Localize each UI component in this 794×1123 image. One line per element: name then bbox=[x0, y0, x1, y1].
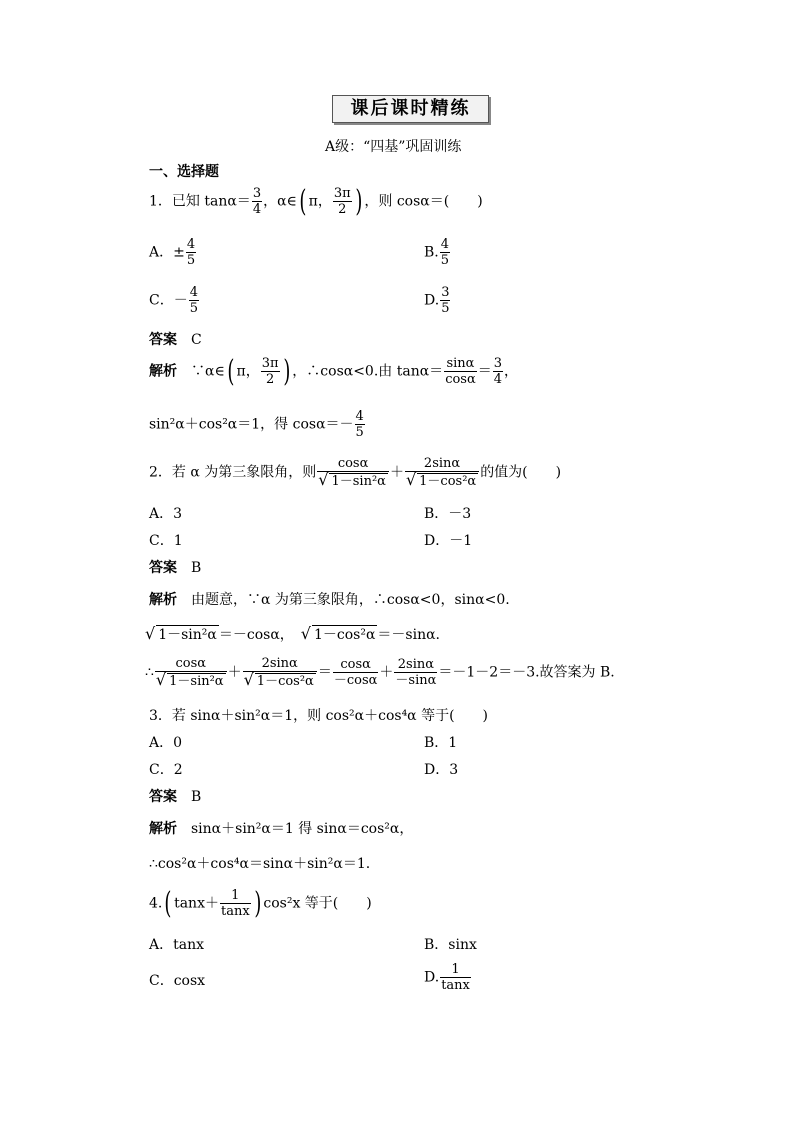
q1-answer: 答案 C bbox=[149, 332, 202, 348]
q1-analysis-line1: 解析 ∵α∈( π， $\frac{3\pi}{2}$ ) ，∴cosα<0.由 tanα＝ $\frac{\sin\alpha}{\cos\alpha}$ ＝ $\frac{3}{4}$ ， bbox=[149, 353, 519, 389]
q2-option-a: A．3 bbox=[149, 506, 183, 522]
q4-option-d: D. $\frac{1}{\tan x}$ bbox=[424, 962, 470, 993]
q2-analysis-line3: ∴ $\frac{\cos\alpha}{\text{√ 1－sin²α}}$ ＋ $\frac{2\sin\alpha}{\text{√ 1－cos²α}}$ ＝ $\frac{\cos\alpha}{-\cos\alpha}$ ＋ $\frac{2\sin\alpha}{-\sin\alpha}$ ＝－1－2＝－3.故答案为 B. bbox=[145, 656, 615, 689]
q4-option-c: C．cosx bbox=[149, 973, 206, 989]
q2-analysis-line2: √ 1－sin²α ＝－cosα， √ 1－cos²α ＝－sinα. bbox=[145, 624, 441, 643]
section-heading: 一、选择题 bbox=[149, 164, 219, 180]
q3-analysis-line1: 解析 sinα＋sin²α＝1 得 sinα＝cos²α， bbox=[149, 821, 414, 837]
level-subtitle: A级：“四基”巩固训练 bbox=[325, 139, 462, 155]
page-title: 课后课时精练 bbox=[332, 95, 489, 123]
q2-analysis-line1: 解析 由题意，∵α 为第三象限角，∴cosα<0，sinα<0. bbox=[149, 592, 510, 608]
fraction: $\frac{3\pi}{2}$ bbox=[333, 186, 351, 217]
q1-option-d: D. $\frac{3}{5}$ bbox=[424, 285, 450, 316]
q3-option-b: B．1 bbox=[424, 735, 458, 751]
q2-option-c: C．1 bbox=[149, 533, 183, 549]
q4-option-a: A．tanx bbox=[149, 937, 204, 953]
question-1-stem: 1．已知 tanα＝ $\frac{3}{4}$ ，α∈( π， $\frac{3\pi}{2}$ ) ，则 cosα＝( ) bbox=[149, 183, 483, 219]
q2-option-d: D．－1 bbox=[424, 533, 473, 549]
q2-option-b: B．－3 bbox=[424, 506, 472, 522]
q1-option-c: C．－ $\frac{4}{5}$ bbox=[149, 285, 198, 316]
q2-answer: 答案 B bbox=[149, 560, 202, 576]
question-4-stem: 4.( tanx＋ $\frac{1}{\tan x}$ ) cos²x 等于( ) bbox=[149, 885, 372, 921]
q3-option-a: A．0 bbox=[149, 735, 183, 751]
q1-analysis-line2: sin²α＋cos²α＝1，得 cosα＝－ $\frac{4}{5}$ bbox=[149, 409, 364, 440]
q3-answer: 答案 B bbox=[149, 789, 202, 805]
q1-option-a: A．± $\frac{4}{5}$ bbox=[149, 237, 196, 268]
q3-analysis-line2: ∴cos²α＋cos⁴α＝sinα＋sin²α＝1. bbox=[149, 856, 371, 872]
question-3-stem: 3．若 sinα＋sin²α＝1，则 cos²α＋cos⁴α 等于( ) bbox=[149, 708, 489, 724]
q4-option-b: B．sinx bbox=[424, 937, 477, 953]
fraction: $\frac{3}{4}$ bbox=[252, 186, 262, 217]
q3-option-c: C．2 bbox=[149, 762, 183, 778]
q1-option-b: B. $\frac{4}{5}$ bbox=[424, 237, 450, 268]
q3-option-d: D．3 bbox=[424, 762, 459, 778]
question-2-stem: 2．若 α 为第三象限角，则 $\frac{\cos\alpha}{\text{√ 1－sin²α}}$ ＋ $\frac{2\sin\alpha}{\text{√ 1－cos²α}}$ 的值为( ) bbox=[149, 456, 562, 489]
